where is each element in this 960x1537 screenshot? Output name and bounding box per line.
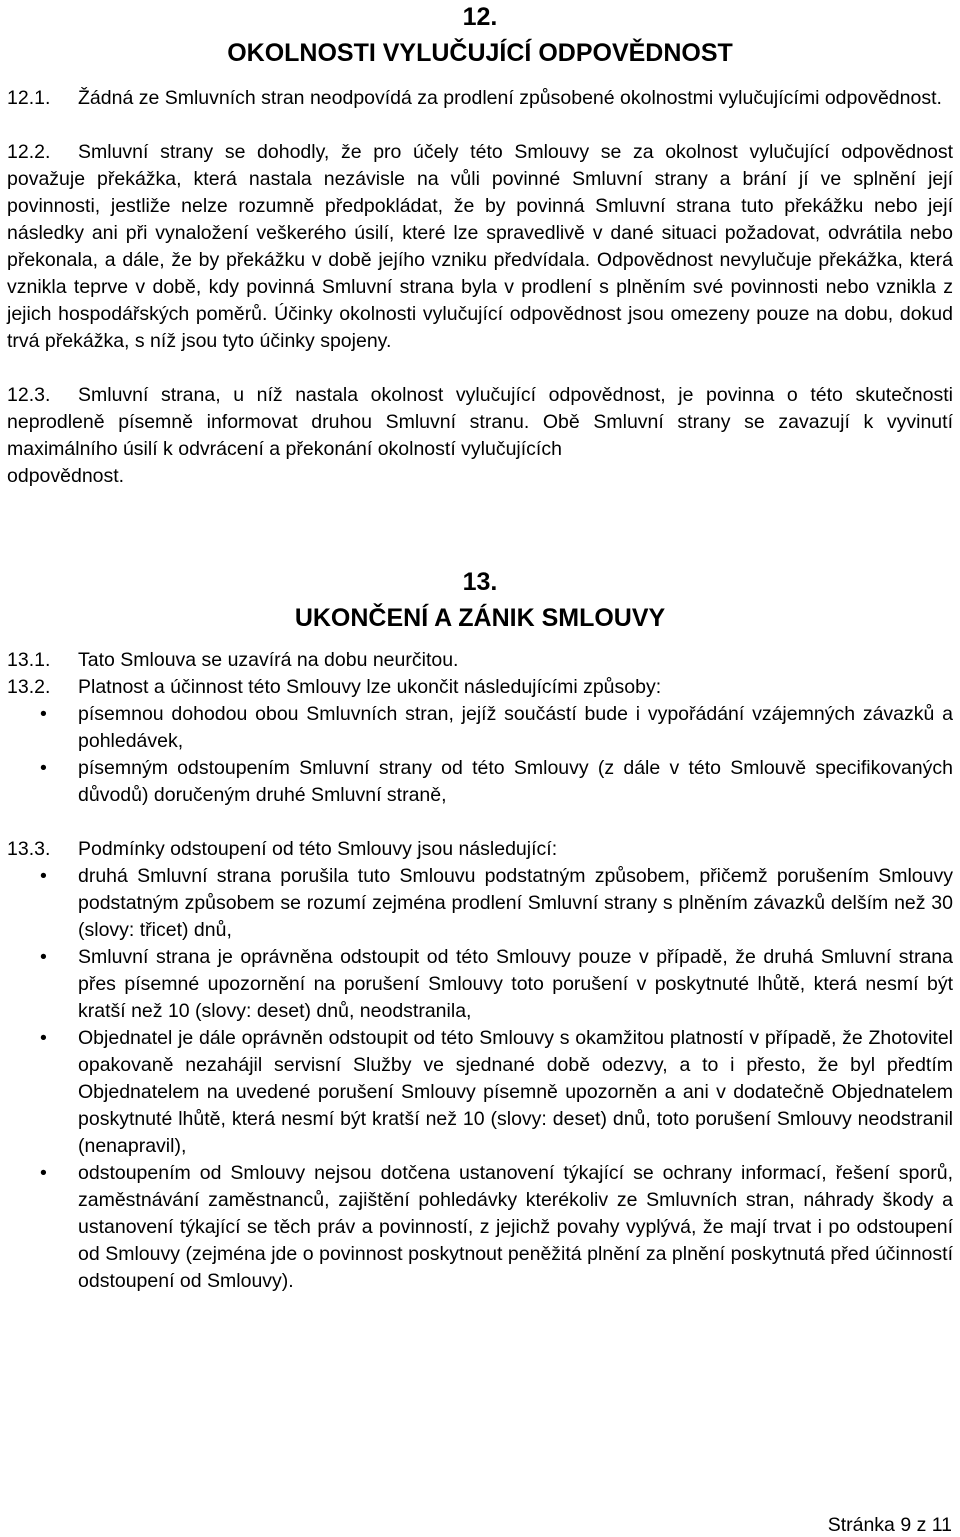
section-13-title: UKONČENÍ A ZÁNIK SMLOUVY [294, 604, 666, 632]
section-12-heading [7, 0, 953, 70]
list-item [7, 863, 953, 944]
clause-number: 13.3. [7, 838, 51, 860]
clause-number: 12.3. [7, 384, 51, 406]
bullet-icon: • [40, 757, 47, 779]
bullet-icon: • [40, 1162, 47, 1184]
list-item [7, 1160, 953, 1295]
clause-number: 12.2. [7, 141, 51, 163]
clause-number: 13.1. [7, 649, 51, 671]
clause-12-3 [7, 382, 953, 463]
clause-number: 13.2. [7, 676, 51, 698]
clause-text: Smluvní strany se dohodly, že pro účely této Smlouvy se za okolnost vylučující odpovědnost považuje překážka, která nastala nezávisle na vůli povinné Smluvní strany a brání jí ve splnění její povinnosti, jestliže nelze rozumně předpokládat, že by povinná Smluvní strana tuto překážku nebo její následky ani při vynaložení veškerého úsilí, které lze spravedlivě v dané situaci požadovat, odvrátila nebo překonala, a dále, že by překážku v době jejího vzniku předvídala. Odpovědnost nevylučuje překážka, která vznikla teprve v době, kdy povinná Smluvní strana byla v prodlení s plněním své povinnosti nebo vznikla z jejich hospodářských poměrů. Účinky okolnosti vylučující odpovědnost jsou omezeny pouze na dobu, dokud trvá překážka, s níž jsou tyto účinky spojeny. [7, 141, 953, 352]
list-item [7, 755, 953, 809]
list-item-text: písemnou dohodou obou Smluvních stran, jejíž součástí bude i vypořádání vzájemných závazků a pohledávek, [78, 703, 953, 752]
clause-12-2 [7, 139, 953, 355]
clause-number: 12.1. [7, 87, 51, 109]
list-item-text: Smluvní strana je oprávněna odstoupit od této Smlouvy pouze v případě, že druhá Smluvní strana přes písemné upozornění na porušení Smlouvy toto porušení v poskytnuté lhůtě, která nesmí být kratší než 10 (slovy: deset) dnů, neodstranila, [78, 946, 953, 1022]
clause-text: Platnost a účinnost této Smlouvy lze ukončit následujícími způsoby: [78, 676, 662, 698]
clause-12-3-last-line: odpovědnost. [7, 465, 125, 487]
bullet-icon: • [40, 1027, 47, 1049]
list-item-text: odstoupením od Smlouvy nejsou dotčena ustanovení týkající se ochrany informací, řešení sporů, zaměstnávání zaměstnanců, zajištění pohledávky kterékoliv ze Smluvních stran, náhrady škody a ustanovení týkající se těch práv a povinností, z jejichž povahy vyplývá, že mají trvat i po odstoupení od Smlouvy (zejména jde o povinnost poskytnout peněžitá plnění za plnění poskytnutá před účinností odstoupení od Smlouvy). [78, 1162, 953, 1292]
list-item-text: Objednatel je dále oprávněn odstoupit od této Smlouvy s okamžitou platností v případě, že Zhotovitel opakovaně nezahájil servisní Služby ve sjednané době odezvy, a to i přesto, že byl předtím Objednatelem na uvedené porušení Smlouvy písemně upozorněn a ani v dodatečně Objednatelem poskytnuté lhůtě, která nesmí být kratší než 10 (slovy: deset) dnů, toto porušení Smlouvy neodstranil (nenapravil), [78, 1027, 953, 1157]
clause-13-3 [7, 836, 953, 863]
bullet-icon: • [40, 703, 47, 725]
clause-13-2-list [7, 701, 953, 809]
list-item-text: druhá Smluvní strana porušila tuto Smlouvu podstatným způsobem, přičemž porušením Smlouvy podstatným způsobem se rozumí zejména prodlení Smluvní strany s plněním závazků delším než 30 (slovy: třicet) dnů, [78, 865, 953, 941]
section-13-number: 13. [462, 568, 498, 596]
clause-text: Tato Smlouva se uzavírá na dobu neurčitou. [78, 649, 459, 671]
clause-text: Podmínky odstoupení od této Smlouvy jsou následující: [78, 838, 558, 860]
document-page [7, 0, 953, 1295]
bullet-icon: • [40, 865, 47, 887]
clause-12-1 [7, 85, 953, 112]
section-12-number: 12. [462, 3, 498, 31]
list-item-text: písemným odstoupením Smluvní strany od této Smlouvy (z dále v této Smlouvě specifikovaných důvodů) doručeným druhé Smluvní straně, [78, 757, 953, 806]
section-13-heading [7, 565, 953, 635]
bullet-icon: • [40, 946, 47, 968]
clause-13-1 [7, 647, 953, 674]
list-item [7, 701, 953, 755]
list-item [7, 944, 953, 1025]
list-item [7, 1025, 953, 1160]
clause-13-2 [7, 674, 953, 701]
page-number-footer: Stránka 9 z 11 [827, 1514, 952, 1536]
clause-13-3-list [7, 863, 953, 1295]
section-12-title: OKOLNOSTI VYLUČUJÍCÍ ODPOVĚDNOST [227, 39, 733, 67]
clause-text: Žádná ze Smluvních stran neodpovídá za prodlení způsobené okolnostmi vylučujícími odpovědnost. [78, 87, 942, 109]
clause-text: Smluvní strana, u níž nastala okolnost vylučující odpovědnost, je povinna o této skutečnosti neprodleně písemně informovat druhou Smluvní stranu. Obě Smluvní strany se zavazují k vyvinutí maximálního úsilí k odvrácení a překonání okolností vylučujících [7, 384, 953, 460]
